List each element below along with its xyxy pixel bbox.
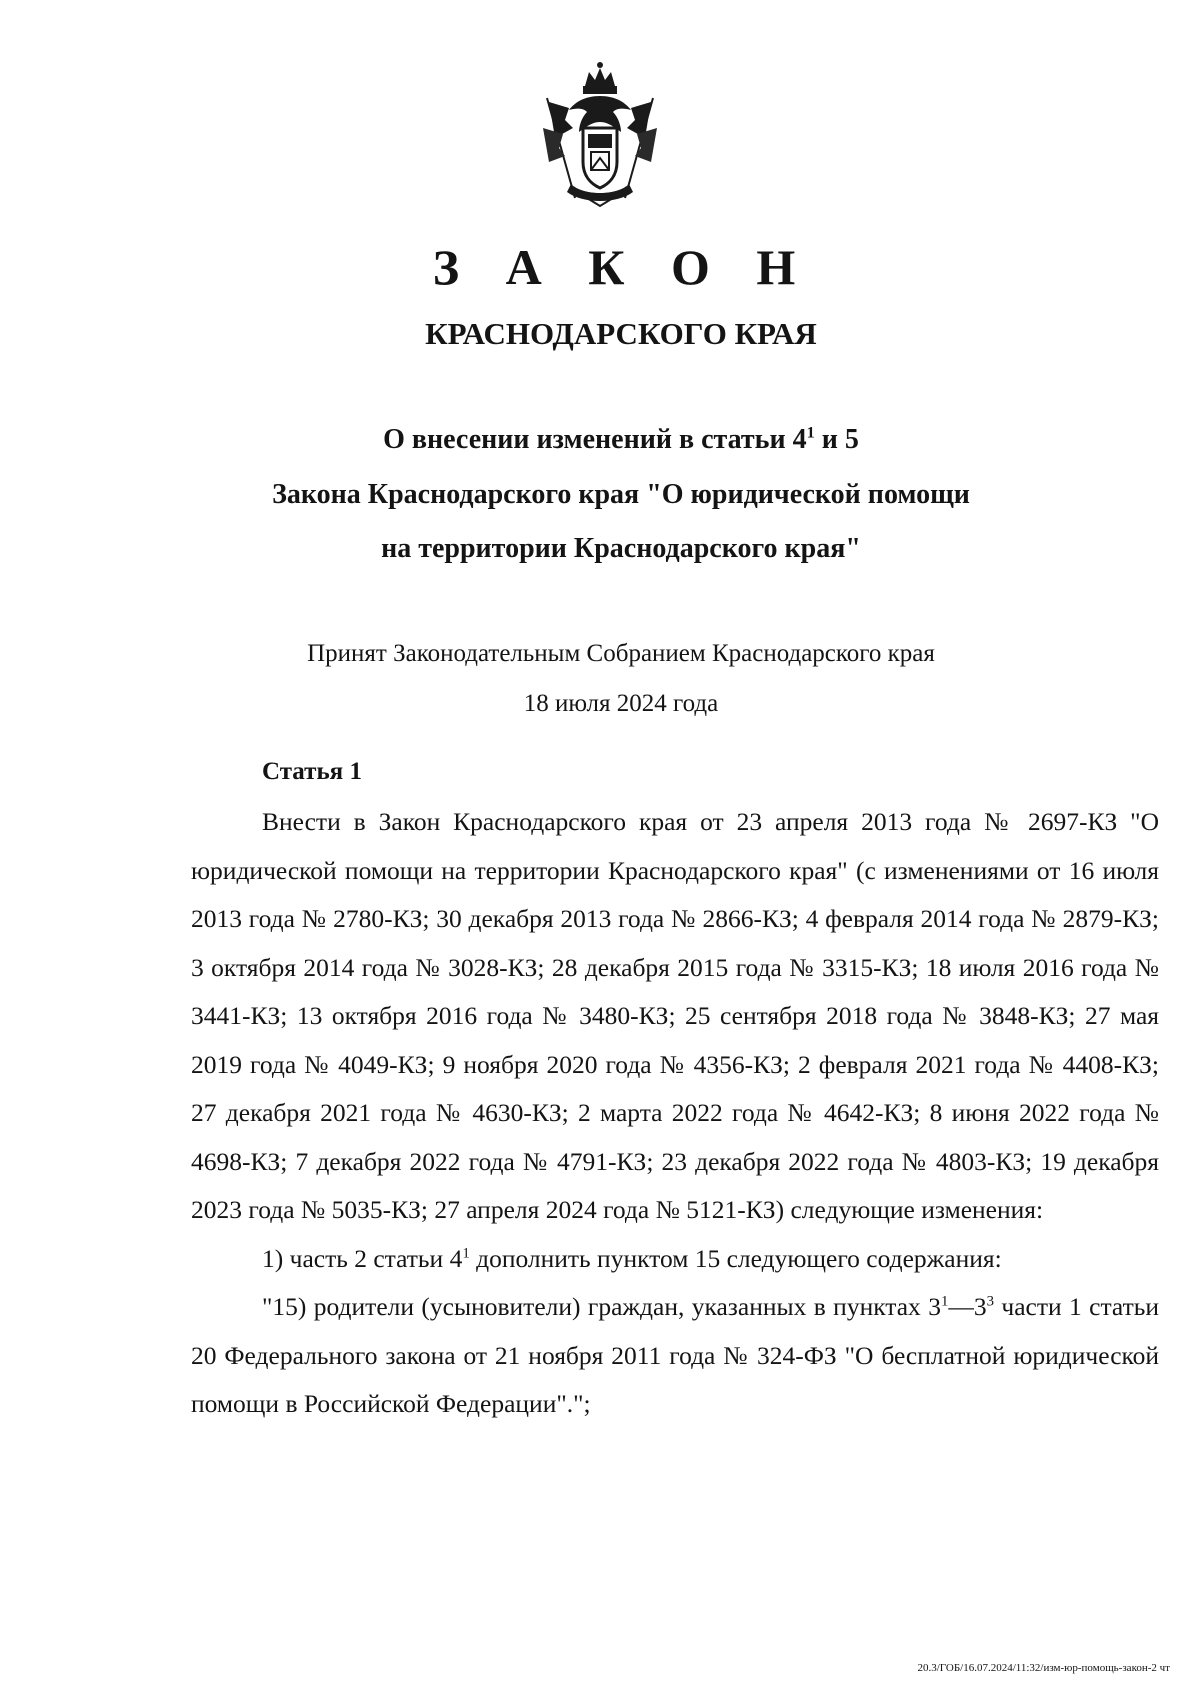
item-text: части 1 статьи 20 Федерального закона от 21 ноября 2011 года № 324-ФЗ "О бесплатной юридической помощи в Российской Федерации"."; bbox=[191, 1292, 1159, 1418]
item-text: —3 bbox=[948, 1292, 987, 1321]
law-title-line-3: на территории Краснодарского края" bbox=[381, 533, 861, 564]
item-text: дополнить пунктом 15 следующего содержания: bbox=[469, 1243, 1002, 1273]
superscript: 1 bbox=[940, 1293, 949, 1310]
amendment-item-1 bbox=[191, 1235, 1159, 1284]
item-text: 1) часть 2 статьи 4 bbox=[262, 1243, 463, 1273]
superscript: 1 bbox=[806, 423, 815, 442]
document-code: 20.3/ГОБ/16.07.2024/11:32/изм-юр-помощь-закон-2 чт bbox=[917, 1662, 1170, 1674]
title-text: и 5 bbox=[814, 424, 859, 455]
law-title-line-2: Закона Краснодарского края "О юридической помощи bbox=[272, 479, 970, 510]
superscript: 3 bbox=[986, 1293, 994, 1310]
coat-of-arms-icon bbox=[525, 58, 675, 208]
adoption-date: 18 июля 2024 года bbox=[523, 690, 719, 717]
article-intro-paragraph: Внести в Закон Краснодарского края от 23 апреля 2013 года № 2697-КЗ "О юридической помощи на территории Краснодарского края" (с изменениями от 16 июля 2013 года № 2780-КЗ; 30 декабря 2013 года № 2866-КЗ; 4 февраля 2014 года № 2879-КЗ; 3 октября 2014 года № 3028-КЗ; 28 декабря 2015 года № 3315-КЗ; 18 июля 2016 года № 3441-КЗ; 13 октября 2016 года № 3480-КЗ; 25 сентября 2018 года № 3848-КЗ; 27 мая 2019 года № 4049-КЗ; 9 ноября 2020 года № 4356-КЗ; 2 февраля 2021 года № 4408-КЗ; 27 декабря 2021 года № 4630-КЗ; 2 марта 2022 года № 4642-КЗ; 8 июня 2022 года № 4698-КЗ; 7 декабря 2022 года № 4791-КЗ; 23 декабря 2022 года № 4803-КЗ; 19 декабря 2023 года № 5035-КЗ; 27 апреля 2024 года № 5121-КЗ) следующие изменения: bbox=[191, 807, 1159, 1224]
amendment-item-15 bbox=[191, 1283, 1159, 1429]
superscript: 1 bbox=[462, 1245, 470, 1261]
region-heading: КРАСНОДАРСКОГО КРАЯ bbox=[425, 316, 817, 351]
article-heading: Статья 1 bbox=[262, 758, 362, 785]
adoption-line: Принят Законодательным Собранием Краснодарского края bbox=[307, 640, 935, 667]
title-text: О внесении изменений в статьи 4 bbox=[383, 424, 807, 455]
law-title-line-1 bbox=[0, 424, 1200, 456]
article-body bbox=[191, 798, 1159, 1429]
item-text: "15) родители (усыновители) граждан, указанных в пунктах 3 bbox=[262, 1292, 941, 1321]
law-heading: З А К О Н bbox=[432, 239, 813, 295]
